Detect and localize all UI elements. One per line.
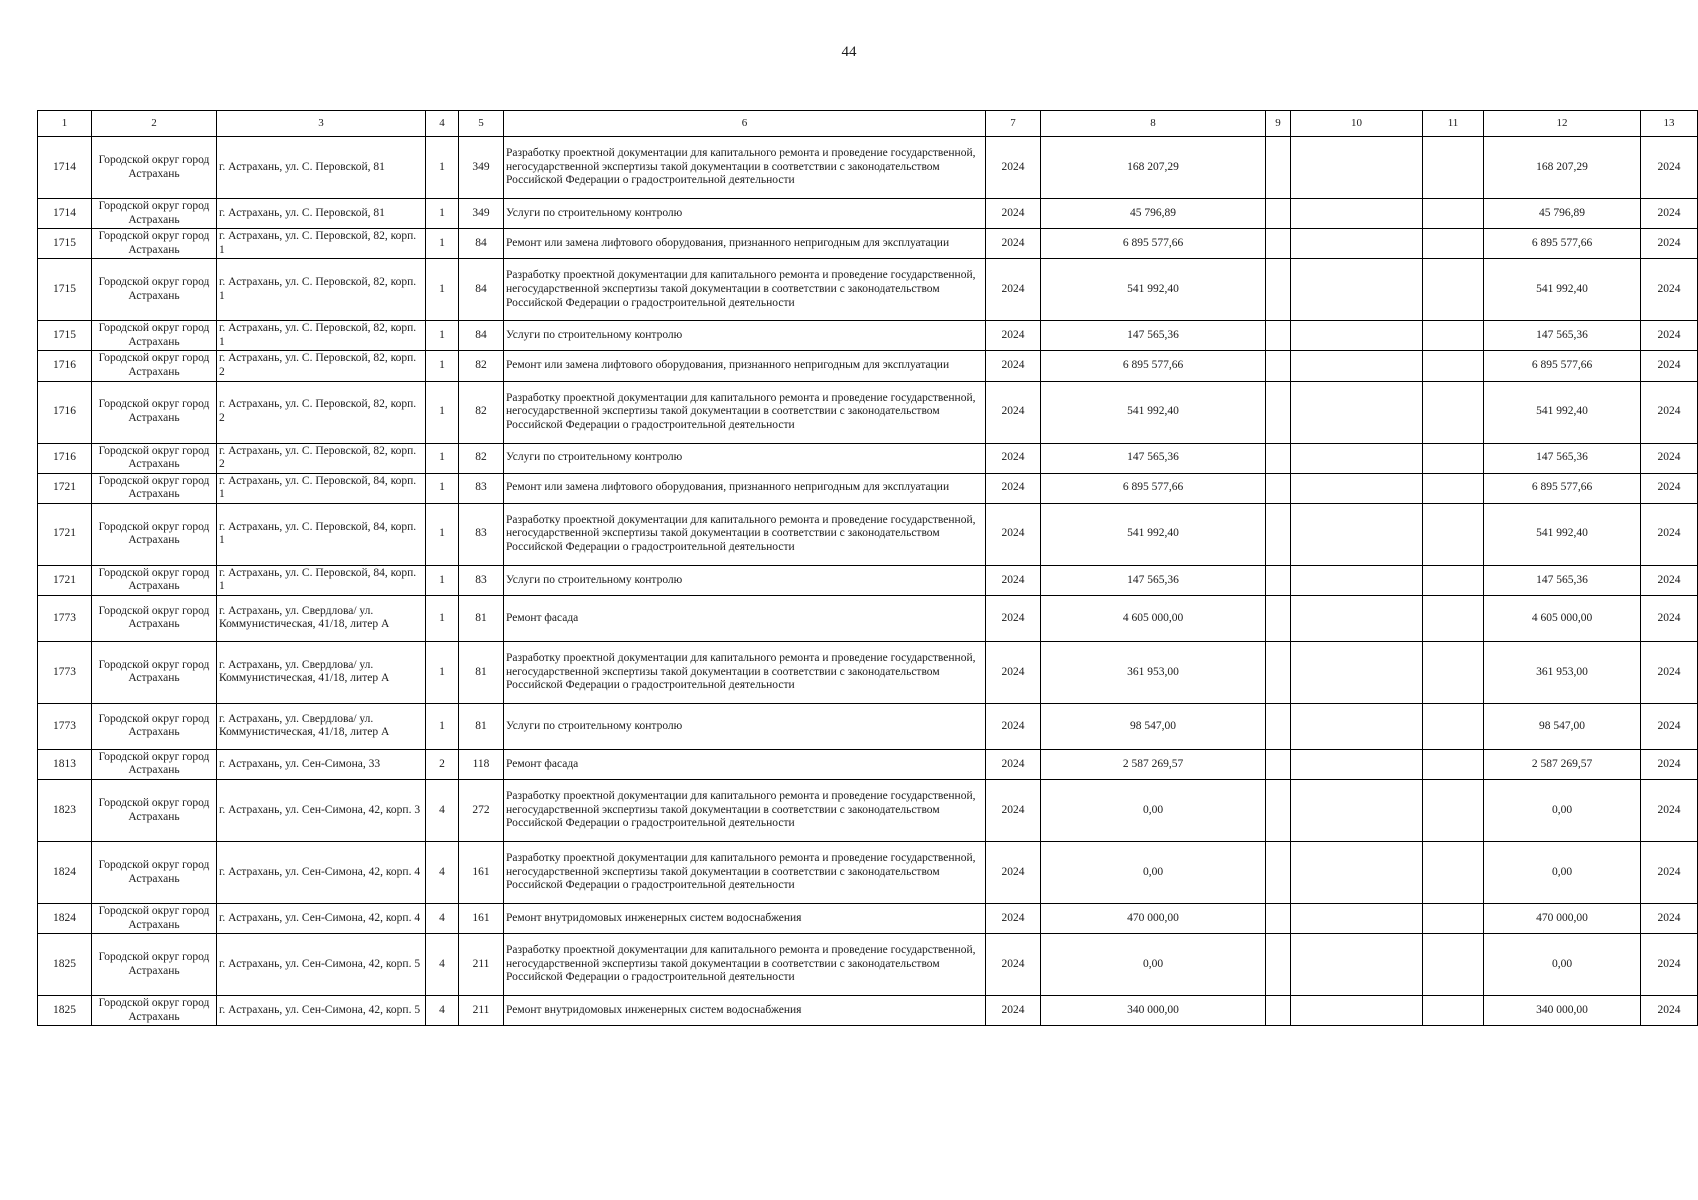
- column-9-cell: [1266, 259, 1291, 321]
- column-4-cell: 1: [426, 259, 459, 321]
- work-type-cell: Разработку проектной документации для капитального ремонта и проведение государственной, негосударственной экспертизы такой документации в соответствии с законодательством Российской Федерации о градостроительной деятельности: [504, 842, 986, 904]
- address-cell: г. Астрахань, ул. Сен-Симона, 42, корп. 5: [217, 934, 426, 996]
- work-type-cell: Ремонт или замена лифтового оборудования, признанного непригодным для эксплуатации: [504, 351, 986, 381]
- total-cost-cell: 541 992,40: [1041, 503, 1266, 565]
- column-header: 13: [1641, 111, 1698, 137]
- column-5-cell: 81: [459, 703, 504, 749]
- column-10-cell: [1291, 565, 1423, 595]
- municipality-cell: Городской округ город Астрахань: [92, 842, 217, 904]
- table-row: [38, 381, 1698, 443]
- column-9-cell: [1266, 351, 1291, 381]
- row-number-cell: 1721: [38, 473, 92, 503]
- work-type-cell: Разработку проектной документации для капитального ремонта и проведение государственной, негосударственной экспертизы такой документации в соответствии с законодательством Российской Федерации о градостроительной деятельности: [504, 780, 986, 842]
- address-cell: г. Астрахань, ул. Свердлова/ ул. Коммунистическая, 41/18, литер А: [217, 641, 426, 703]
- table-row: [38, 565, 1698, 595]
- work-type-cell: Услуги по строительному контролю: [504, 199, 986, 229]
- year-cell: 2024: [986, 473, 1041, 503]
- column-13-year-cell: 2024: [1641, 904, 1698, 934]
- column-5-cell: 82: [459, 351, 504, 381]
- municipality-cell: Городской округ город Астрахань: [92, 381, 217, 443]
- row-number-cell: 1715: [38, 321, 92, 351]
- column-5-cell: 211: [459, 934, 504, 996]
- work-type-cell: Ремонт внутридомовых инженерных систем водоснабжения: [504, 904, 986, 934]
- year-cell: 2024: [986, 137, 1041, 199]
- column-5-cell: 84: [459, 229, 504, 259]
- column-header: 3: [217, 111, 426, 137]
- row-number-cell: 1716: [38, 351, 92, 381]
- column-11-cell: [1423, 351, 1484, 381]
- year-cell: 2024: [986, 934, 1041, 996]
- column-4-cell: 1: [426, 137, 459, 199]
- column-10-cell: [1291, 996, 1423, 1026]
- column-9-cell: [1266, 503, 1291, 565]
- row-number-cell: 1716: [38, 381, 92, 443]
- year-cell: 2024: [986, 381, 1041, 443]
- total-cost-cell: 541 992,40: [1041, 259, 1266, 321]
- column-5-cell: 118: [459, 749, 504, 779]
- column-9-cell: [1266, 199, 1291, 229]
- column-11-cell: [1423, 996, 1484, 1026]
- column-5-cell: 81: [459, 595, 504, 641]
- row-number-cell: 1823: [38, 780, 92, 842]
- address-cell: г. Астрахань, ул. Сен-Симона, 42, корп. 5: [217, 996, 426, 1026]
- address-cell: г. Астрахань, ул. С. Перовской, 82, корп. 2: [217, 443, 426, 473]
- row-number-cell: 1715: [38, 259, 92, 321]
- column-10-cell: [1291, 703, 1423, 749]
- column-11-cell: [1423, 595, 1484, 641]
- column-5-cell: 272: [459, 780, 504, 842]
- column-12-cost-cell: 6 895 577,66: [1484, 229, 1641, 259]
- table-row: [38, 321, 1698, 351]
- column-10-cell: [1291, 842, 1423, 904]
- table-row: [38, 703, 1698, 749]
- column-header: 1: [38, 111, 92, 137]
- column-11-cell: [1423, 321, 1484, 351]
- municipality-cell: Городской округ город Астрахань: [92, 641, 217, 703]
- work-type-cell: Услуги по строительному контролю: [504, 703, 986, 749]
- column-5-cell: 82: [459, 443, 504, 473]
- year-cell: 2024: [986, 259, 1041, 321]
- year-cell: 2024: [986, 703, 1041, 749]
- row-number-cell: 1714: [38, 199, 92, 229]
- column-13-year-cell: 2024: [1641, 842, 1698, 904]
- address-cell: г. Астрахань, ул. Сен-Симона, 33: [217, 749, 426, 779]
- column-header: 8: [1041, 111, 1266, 137]
- table-row: [38, 641, 1698, 703]
- year-cell: 2024: [986, 443, 1041, 473]
- column-9-cell: [1266, 229, 1291, 259]
- column-9-cell: [1266, 443, 1291, 473]
- column-11-cell: [1423, 443, 1484, 473]
- column-header: 4: [426, 111, 459, 137]
- column-9-cell: [1266, 904, 1291, 934]
- column-4-cell: 1: [426, 321, 459, 351]
- total-cost-cell: 340 000,00: [1041, 996, 1266, 1026]
- column-13-year-cell: 2024: [1641, 595, 1698, 641]
- year-cell: 2024: [986, 641, 1041, 703]
- column-4-cell: 1: [426, 641, 459, 703]
- municipality-cell: Городской округ город Астрахань: [92, 996, 217, 1026]
- work-type-cell: Услуги по строительному контролю: [504, 565, 986, 595]
- column-4-cell: 4: [426, 904, 459, 934]
- column-5-cell: 161: [459, 904, 504, 934]
- table-row: [38, 996, 1698, 1026]
- column-5-cell: 349: [459, 199, 504, 229]
- total-cost-cell: 470 000,00: [1041, 904, 1266, 934]
- address-cell: г. Астрахань, ул. С. Перовской, 82, корп. 1: [217, 259, 426, 321]
- column-13-year-cell: 2024: [1641, 259, 1698, 321]
- column-5-cell: 84: [459, 259, 504, 321]
- column-9-cell: [1266, 641, 1291, 703]
- row-number-cell: 1825: [38, 996, 92, 1026]
- table-row: [38, 904, 1698, 934]
- column-12-cost-cell: 541 992,40: [1484, 381, 1641, 443]
- total-cost-cell: 147 565,36: [1041, 321, 1266, 351]
- municipality-cell: Городской округ город Астрахань: [92, 703, 217, 749]
- column-4-cell: 2: [426, 749, 459, 779]
- municipality-cell: Городской округ город Астрахань: [92, 259, 217, 321]
- address-cell: г. Астрахань, ул. С. Перовской, 81: [217, 199, 426, 229]
- address-cell: г. Астрахань, ул. Сен-Симона, 42, корп. 3: [217, 780, 426, 842]
- column-header: 9: [1266, 111, 1291, 137]
- table-row: [38, 595, 1698, 641]
- column-12-cost-cell: 147 565,36: [1484, 565, 1641, 595]
- column-9-cell: [1266, 321, 1291, 351]
- column-header: 6: [504, 111, 986, 137]
- column-header: 2: [92, 111, 217, 137]
- column-5-cell: 211: [459, 996, 504, 1026]
- column-10-cell: [1291, 321, 1423, 351]
- work-type-cell: Разработку проектной документации для капитального ремонта и проведение государственной, негосударственной экспертизы такой документации в соответствии с законодательством Российской Федерации о градостроительной деятельности: [504, 934, 986, 996]
- municipality-cell: Городской округ город Астрахань: [92, 229, 217, 259]
- year-cell: 2024: [986, 749, 1041, 779]
- column-4-cell: 1: [426, 473, 459, 503]
- column-13-year-cell: 2024: [1641, 503, 1698, 565]
- column-12-cost-cell: 541 992,40: [1484, 503, 1641, 565]
- column-13-year-cell: 2024: [1641, 381, 1698, 443]
- table-row: [38, 934, 1698, 996]
- column-header: 7: [986, 111, 1041, 137]
- column-10-cell: [1291, 595, 1423, 641]
- column-4-cell: 1: [426, 229, 459, 259]
- column-5-cell: 83: [459, 503, 504, 565]
- column-13-year-cell: 2024: [1641, 641, 1698, 703]
- column-11-cell: [1423, 229, 1484, 259]
- column-4-cell: 1: [426, 351, 459, 381]
- table-row: [38, 473, 1698, 503]
- column-12-cost-cell: 6 895 577,66: [1484, 473, 1641, 503]
- year-cell: 2024: [986, 351, 1041, 381]
- column-13-year-cell: 2024: [1641, 443, 1698, 473]
- row-number-cell: 1773: [38, 641, 92, 703]
- table-row: [38, 259, 1698, 321]
- column-header: 10: [1291, 111, 1423, 137]
- work-type-cell: Ремонт или замена лифтового оборудования, признанного непригодным для эксплуатации: [504, 229, 986, 259]
- column-12-cost-cell: 0,00: [1484, 934, 1641, 996]
- municipality-cell: Городской округ город Астрахань: [92, 934, 217, 996]
- column-13-year-cell: 2024: [1641, 351, 1698, 381]
- column-12-cost-cell: 147 565,36: [1484, 443, 1641, 473]
- total-cost-cell: 6 895 577,66: [1041, 473, 1266, 503]
- work-type-cell: Разработку проектной документации для капитального ремонта и проведение государственной, негосударственной экспертизы такой документации в соответствии с законодательством Российской Федерации о градостроительной деятельности: [504, 381, 986, 443]
- total-cost-cell: 168 207,29: [1041, 137, 1266, 199]
- column-11-cell: [1423, 473, 1484, 503]
- column-4-cell: 4: [426, 780, 459, 842]
- work-type-cell: Разработку проектной документации для капитального ремонта и проведение государственной, негосударственной экспертизы такой документации в соответствии с законодательством Российской Федерации о градостроительной деятельности: [504, 137, 986, 199]
- row-number-cell: 1773: [38, 595, 92, 641]
- column-9-cell: [1266, 842, 1291, 904]
- address-cell: г. Астрахань, ул. С. Перовской, 82, корп. 2: [217, 381, 426, 443]
- row-number-cell: 1716: [38, 443, 92, 473]
- column-11-cell: [1423, 934, 1484, 996]
- column-9-cell: [1266, 137, 1291, 199]
- column-10-cell: [1291, 351, 1423, 381]
- total-cost-cell: 6 895 577,66: [1041, 351, 1266, 381]
- municipality-cell: Городской округ город Астрахань: [92, 137, 217, 199]
- column-13-year-cell: 2024: [1641, 321, 1698, 351]
- column-12-cost-cell: 168 207,29: [1484, 137, 1641, 199]
- column-11-cell: [1423, 780, 1484, 842]
- work-type-cell: Ремонт фасада: [504, 595, 986, 641]
- column-5-cell: 82: [459, 381, 504, 443]
- address-cell: г. Астрахань, ул. Свердлова/ ул. Коммунистическая, 41/18, литер А: [217, 595, 426, 641]
- column-13-year-cell: 2024: [1641, 780, 1698, 842]
- column-12-cost-cell: 361 953,00: [1484, 641, 1641, 703]
- total-cost-cell: 361 953,00: [1041, 641, 1266, 703]
- address-cell: г. Астрахань, ул. Сен-Симона, 42, корп. 4: [217, 842, 426, 904]
- work-type-cell: Услуги по строительному контролю: [504, 321, 986, 351]
- column-4-cell: 4: [426, 842, 459, 904]
- address-cell: г. Астрахань, ул. Свердлова/ ул. Коммунистическая, 41/18, литер А: [217, 703, 426, 749]
- year-cell: 2024: [986, 199, 1041, 229]
- municipality-cell: Городской округ город Астрахань: [92, 749, 217, 779]
- column-9-cell: [1266, 565, 1291, 595]
- column-11-cell: [1423, 381, 1484, 443]
- column-number-row: [38, 111, 1698, 137]
- column-10-cell: [1291, 473, 1423, 503]
- row-number-cell: 1721: [38, 565, 92, 595]
- column-11-cell: [1423, 565, 1484, 595]
- column-4-cell: 1: [426, 565, 459, 595]
- column-5-cell: 161: [459, 842, 504, 904]
- work-type-cell: Разработку проектной документации для капитального ремонта и проведение государственной, негосударственной экспертизы такой документации в соответствии с законодательством Российской Федерации о градостроительной деятельности: [504, 259, 986, 321]
- column-11-cell: [1423, 703, 1484, 749]
- table-row: [38, 137, 1698, 199]
- year-cell: 2024: [986, 503, 1041, 565]
- column-header: 12: [1484, 111, 1641, 137]
- row-number-cell: 1824: [38, 842, 92, 904]
- municipality-cell: Городской округ город Астрахань: [92, 780, 217, 842]
- column-11-cell: [1423, 904, 1484, 934]
- column-12-cost-cell: 470 000,00: [1484, 904, 1641, 934]
- year-cell: 2024: [986, 321, 1041, 351]
- column-13-year-cell: 2024: [1641, 996, 1698, 1026]
- year-cell: 2024: [986, 229, 1041, 259]
- column-9-cell: [1266, 780, 1291, 842]
- column-12-cost-cell: 6 895 577,66: [1484, 351, 1641, 381]
- row-number-cell: 1825: [38, 934, 92, 996]
- total-cost-cell: 147 565,36: [1041, 565, 1266, 595]
- column-5-cell: 84: [459, 321, 504, 351]
- work-type-cell: Разработку проектной документации для капитального ремонта и проведение государственной, негосударственной экспертизы такой документации в соответствии с законодательством Российской Федерации о градостроительной деятельности: [504, 641, 986, 703]
- column-4-cell: 4: [426, 996, 459, 1026]
- year-cell: 2024: [986, 904, 1041, 934]
- year-cell: 2024: [986, 565, 1041, 595]
- table-row: [38, 229, 1698, 259]
- municipality-cell: Городской округ город Астрахань: [92, 199, 217, 229]
- column-13-year-cell: 2024: [1641, 229, 1698, 259]
- table-row: [38, 443, 1698, 473]
- column-10-cell: [1291, 780, 1423, 842]
- column-5-cell: 349: [459, 137, 504, 199]
- table-row: [38, 503, 1698, 565]
- column-12-cost-cell: 98 547,00: [1484, 703, 1641, 749]
- column-11-cell: [1423, 503, 1484, 565]
- total-cost-cell: 98 547,00: [1041, 703, 1266, 749]
- column-11-cell: [1423, 641, 1484, 703]
- column-9-cell: [1266, 749, 1291, 779]
- address-cell: г. Астрахань, ул. С. Перовской, 84, корп. 1: [217, 473, 426, 503]
- table-body: [38, 137, 1698, 1026]
- year-cell: 2024: [986, 595, 1041, 641]
- municipality-cell: Городской округ город Астрахань: [92, 321, 217, 351]
- column-9-cell: [1266, 595, 1291, 641]
- municipality-cell: Городской округ город Астрахань: [92, 443, 217, 473]
- year-cell: 2024: [986, 996, 1041, 1026]
- work-type-cell: Ремонт внутридомовых инженерных систем водоснабжения: [504, 996, 986, 1026]
- table-row: [38, 842, 1698, 904]
- column-10-cell: [1291, 259, 1423, 321]
- total-cost-cell: 0,00: [1041, 780, 1266, 842]
- table-row: [38, 749, 1698, 779]
- row-number-cell: 1721: [38, 503, 92, 565]
- column-4-cell: 1: [426, 595, 459, 641]
- column-12-cost-cell: 2 587 269,57: [1484, 749, 1641, 779]
- column-11-cell: [1423, 749, 1484, 779]
- column-12-cost-cell: 45 796,89: [1484, 199, 1641, 229]
- column-11-cell: [1423, 842, 1484, 904]
- page-number: 44: [841, 44, 857, 60]
- column-12-cost-cell: 0,00: [1484, 842, 1641, 904]
- total-cost-cell: 6 895 577,66: [1041, 229, 1266, 259]
- total-cost-cell: 0,00: [1041, 934, 1266, 996]
- address-cell: г. Астрахань, ул. С. Перовской, 82, корп. 1: [217, 321, 426, 351]
- row-number-cell: 1714: [38, 137, 92, 199]
- address-cell: г. Астрахань, ул. Сен-Симона, 42, корп. 4: [217, 904, 426, 934]
- column-12-cost-cell: 4 605 000,00: [1484, 595, 1641, 641]
- address-cell: г. Астрахань, ул. С. Перовской, 82, корп. 1: [217, 229, 426, 259]
- municipality-cell: Городской округ город Астрахань: [92, 595, 217, 641]
- address-cell: г. Астрахань, ул. С. Перовской, 84, корп. 1: [217, 503, 426, 565]
- column-13-year-cell: 2024: [1641, 199, 1698, 229]
- capital-repair-table: [37, 110, 1698, 1026]
- table-row: [38, 351, 1698, 381]
- work-type-cell: Ремонт или замена лифтового оборудования, признанного непригодным для эксплуатации: [504, 473, 986, 503]
- column-9-cell: [1266, 996, 1291, 1026]
- column-10-cell: [1291, 641, 1423, 703]
- column-13-year-cell: 2024: [1641, 703, 1698, 749]
- column-13-year-cell: 2024: [1641, 137, 1698, 199]
- address-cell: г. Астрахань, ул. С. Перовской, 84, корп. 1: [217, 565, 426, 595]
- column-9-cell: [1266, 381, 1291, 443]
- column-10-cell: [1291, 749, 1423, 779]
- column-10-cell: [1291, 443, 1423, 473]
- column-12-cost-cell: 541 992,40: [1484, 259, 1641, 321]
- total-cost-cell: 541 992,40: [1041, 381, 1266, 443]
- column-header: 11: [1423, 111, 1484, 137]
- column-10-cell: [1291, 381, 1423, 443]
- column-9-cell: [1266, 934, 1291, 996]
- total-cost-cell: 2 587 269,57: [1041, 749, 1266, 779]
- total-cost-cell: 4 605 000,00: [1041, 595, 1266, 641]
- column-5-cell: 83: [459, 565, 504, 595]
- table-row: [38, 780, 1698, 842]
- address-cell: г. Астрахань, ул. С. Перовской, 81: [217, 137, 426, 199]
- row-number-cell: 1715: [38, 229, 92, 259]
- column-10-cell: [1291, 137, 1423, 199]
- column-11-cell: [1423, 137, 1484, 199]
- column-4-cell: 1: [426, 381, 459, 443]
- column-4-cell: 1: [426, 503, 459, 565]
- column-12-cost-cell: 0,00: [1484, 780, 1641, 842]
- work-type-cell: Разработку проектной документации для капитального ремонта и проведение государственной, негосударственной экспертизы такой документации в соответствии с законодательством Российской Федерации о градостроительной деятельности: [504, 503, 986, 565]
- column-10-cell: [1291, 503, 1423, 565]
- municipality-cell: Городской округ город Астрахань: [92, 904, 217, 934]
- column-13-year-cell: 2024: [1641, 565, 1698, 595]
- column-12-cost-cell: 147 565,36: [1484, 321, 1641, 351]
- column-12-cost-cell: 340 000,00: [1484, 996, 1641, 1026]
- work-type-cell: Ремонт фасада: [504, 749, 986, 779]
- column-9-cell: [1266, 473, 1291, 503]
- total-cost-cell: 147 565,36: [1041, 443, 1266, 473]
- column-5-cell: 81: [459, 641, 504, 703]
- municipality-cell: Городской округ город Астрахань: [92, 503, 217, 565]
- column-4-cell: 4: [426, 934, 459, 996]
- column-5-cell: 83: [459, 473, 504, 503]
- column-13-year-cell: 2024: [1641, 749, 1698, 779]
- row-number-cell: 1773: [38, 703, 92, 749]
- column-10-cell: [1291, 229, 1423, 259]
- total-cost-cell: 0,00: [1041, 842, 1266, 904]
- column-header: 5: [459, 111, 504, 137]
- column-11-cell: [1423, 199, 1484, 229]
- column-4-cell: 1: [426, 703, 459, 749]
- column-13-year-cell: 2024: [1641, 934, 1698, 996]
- year-cell: 2024: [986, 842, 1041, 904]
- column-4-cell: 1: [426, 199, 459, 229]
- municipality-cell: Городской округ город Астрахань: [92, 565, 217, 595]
- column-10-cell: [1291, 904, 1423, 934]
- column-10-cell: [1291, 199, 1423, 229]
- row-number-cell: 1813: [38, 749, 92, 779]
- row-number-cell: 1824: [38, 904, 92, 934]
- total-cost-cell: 45 796,89: [1041, 199, 1266, 229]
- year-cell: 2024: [986, 780, 1041, 842]
- column-11-cell: [1423, 259, 1484, 321]
- column-9-cell: [1266, 703, 1291, 749]
- column-4-cell: 1: [426, 443, 459, 473]
- work-type-cell: Услуги по строительному контролю: [504, 443, 986, 473]
- address-cell: г. Астрахань, ул. С. Перовской, 82, корп. 2: [217, 351, 426, 381]
- column-13-year-cell: 2024: [1641, 473, 1698, 503]
- municipality-cell: Городской округ город Астрахань: [92, 351, 217, 381]
- column-10-cell: [1291, 934, 1423, 996]
- table-row: [38, 199, 1698, 229]
- municipality-cell: Городской округ город Астрахань: [92, 473, 217, 503]
